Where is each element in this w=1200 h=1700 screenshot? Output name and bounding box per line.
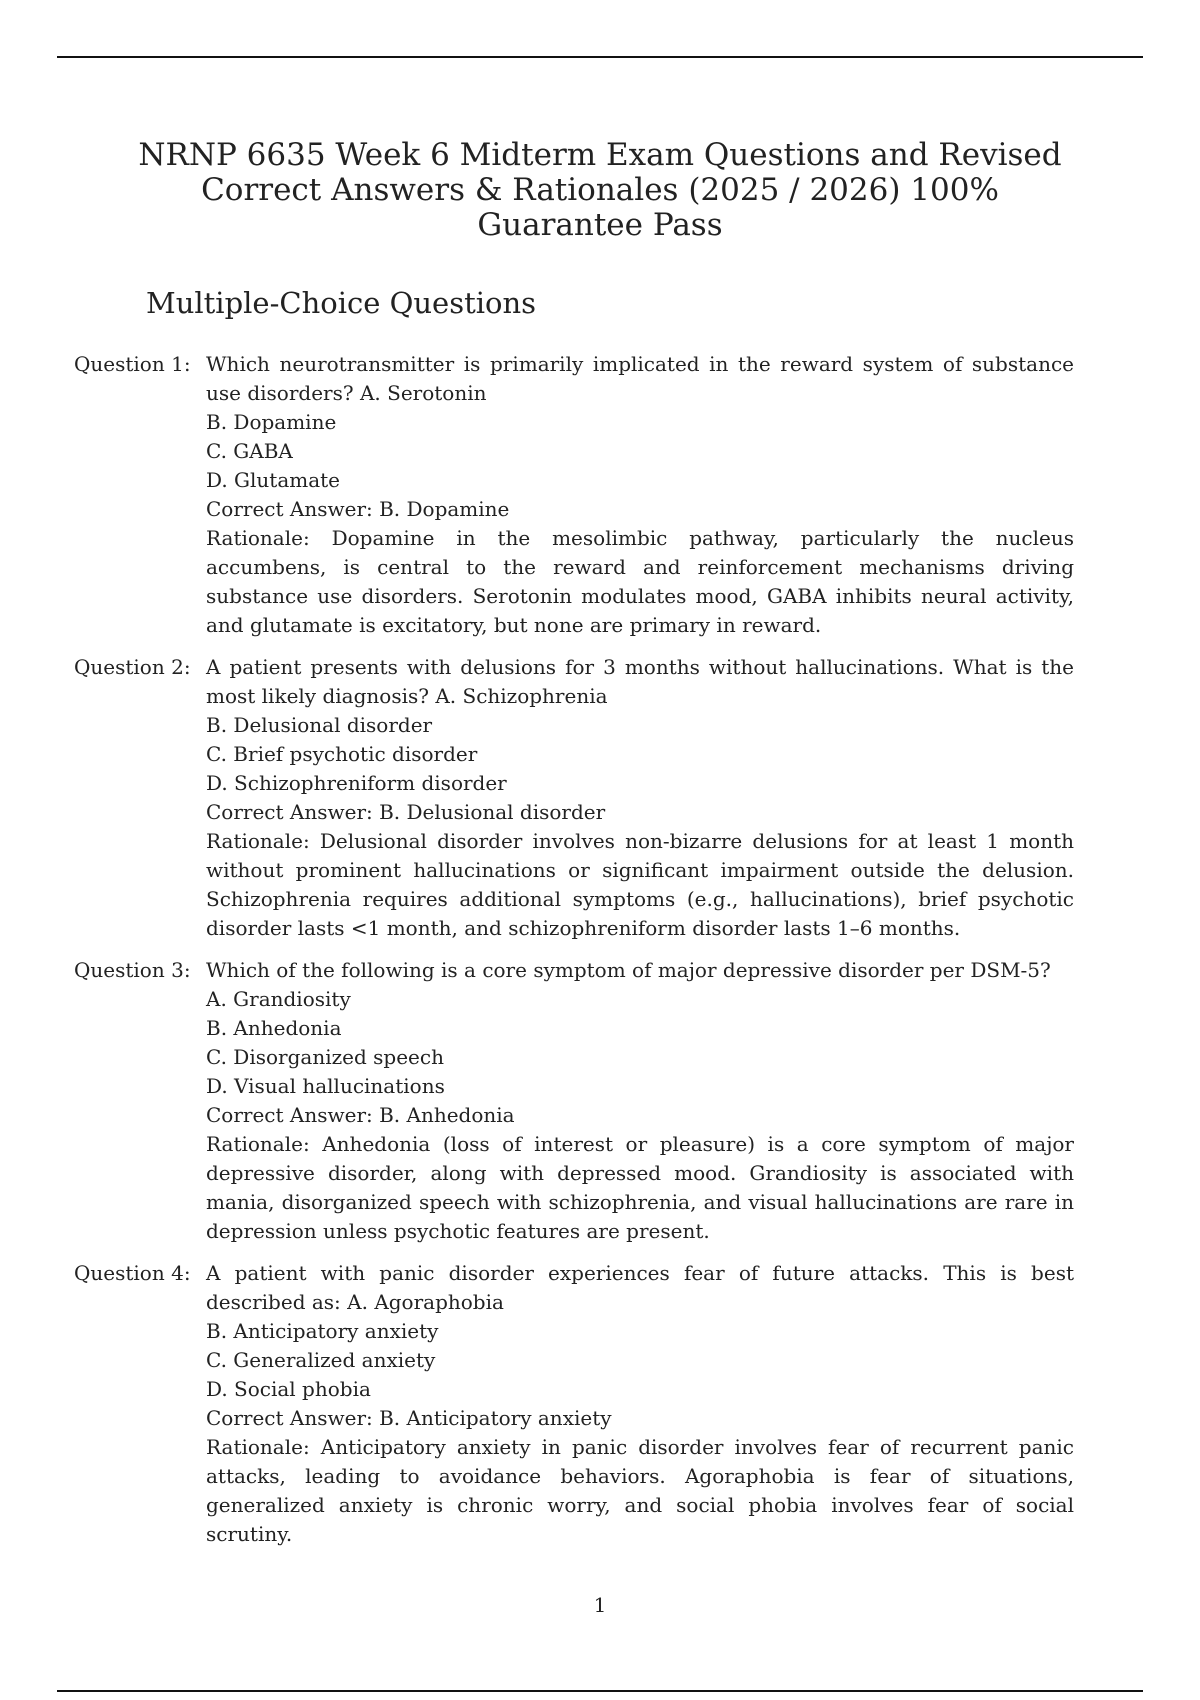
footer-rule: [57, 1690, 1143, 1692]
section-heading: Multiple-Choice Questions: [146, 286, 537, 320]
option-b: B. Anhedonia: [206, 1016, 342, 1040]
option-d: D. Social phobia: [206, 1377, 371, 1401]
option-d: D. Glutamate: [206, 468, 341, 492]
rationale: Rationale: Delusional disorder involves non-bizarre delusions for at least 1 month without prominent hallucinations or significant impairment outside the delusion. Schizophrenia requires additional symptoms (e.g., hallucinations), brief psychotic disorder lasts <1 month, and schizophreniform disorder lasts 1–6 months.: [206, 829, 1074, 940]
question-label: Question 4:: [74, 1261, 191, 1285]
page-number: 1: [593, 1593, 607, 1617]
option-c: C. GABA: [206, 439, 293, 463]
question-label: Question 1:: [74, 352, 191, 376]
option-b: B. Dopamine: [206, 410, 337, 434]
rationale: Rationale: Anhedonia (loss of interest or pleasure) is a core symptom of major depressive disorder, along with depressed mood. Grandiosity is associated with mania, disorganized speech with schizophrenia, and visual hallucinations are rare in depression unless psychotic features are present.: [206, 1132, 1074, 1243]
option-a: A. Agoraphobia: [347, 1290, 504, 1314]
question-1: [74, 350, 1074, 640]
question-stem: Which neurotransmitter is primarily implicated in the reward system of substance use disorders?: [206, 352, 1074, 405]
question-body: [206, 653, 1074, 943]
option-a: A. Serotonin: [359, 381, 487, 405]
rationale: Rationale: Anticipatory anxiety in panic disorder involves fear of recurrent panic attacks, leading to avoidance behaviors. Agoraphobia is fear of situations, generalized anxiety is chronic worry, and social phobia involves fear of social scrutiny.: [206, 1435, 1074, 1546]
option-d: D. Schizophreniform disorder: [206, 771, 507, 795]
question-list: [74, 350, 1074, 1562]
rationale: Rationale: Dopamine in the mesolimbic pathway, particularly the nucleus accumbens, is central to the reward and reinforcement mechanisms driving substance use disorders. Serotonin modulates mood, GABA inhibits neural activity, and glutamate is excitatory, but none are primary in reward.: [206, 526, 1074, 637]
question-label: Question 2:: [74, 655, 191, 679]
question-3: [74, 956, 1074, 1246]
option-c: C. Generalized anxiety: [206, 1348, 436, 1372]
question-4: [74, 1259, 1074, 1549]
option-b: B. Anticipatory anxiety: [206, 1319, 439, 1343]
option-d: D. Visual hallucinations: [206, 1074, 445, 1098]
question-stem: A patient with panic disorder experiences fear of future attacks. This is best described as:: [206, 1261, 1074, 1314]
question-2: [74, 653, 1074, 943]
document-title: NRNP 6635 Week 6 Midterm Exam Questions and Revised Correct Answers & Rationales (2025 / 2026) 100% Guarantee Pass: [138, 137, 1062, 243]
question-stem: Which of the following is a core symptom of major depressive disorder per DSM-5?: [206, 958, 1051, 982]
option-a: A. Grandiosity: [206, 987, 351, 1011]
correct-answer: Correct Answer: B. Anticipatory anxiety: [206, 1406, 612, 1430]
option-c: C. Disorganized speech: [206, 1045, 444, 1069]
question-body: [206, 1259, 1074, 1549]
option-b: B. Delusional disorder: [206, 713, 433, 737]
header-rule: [57, 56, 1143, 58]
correct-answer: Correct Answer: B. Anhedonia: [206, 1103, 515, 1127]
correct-answer: Correct Answer: B. Delusional disorder: [206, 800, 606, 824]
option-c: C. Brief psychotic disorder: [206, 742, 478, 766]
question-label: Question 3:: [74, 958, 191, 982]
question-body: [206, 350, 1074, 640]
option-a: A. Schizophrenia: [435, 684, 608, 708]
correct-answer: Correct Answer: B. Dopamine: [206, 497, 510, 521]
question-body: [206, 956, 1074, 1246]
question-stem: A patient presents with delusions for 3 months without hallucinations. What is the most likely diagnosis?: [206, 655, 1074, 708]
